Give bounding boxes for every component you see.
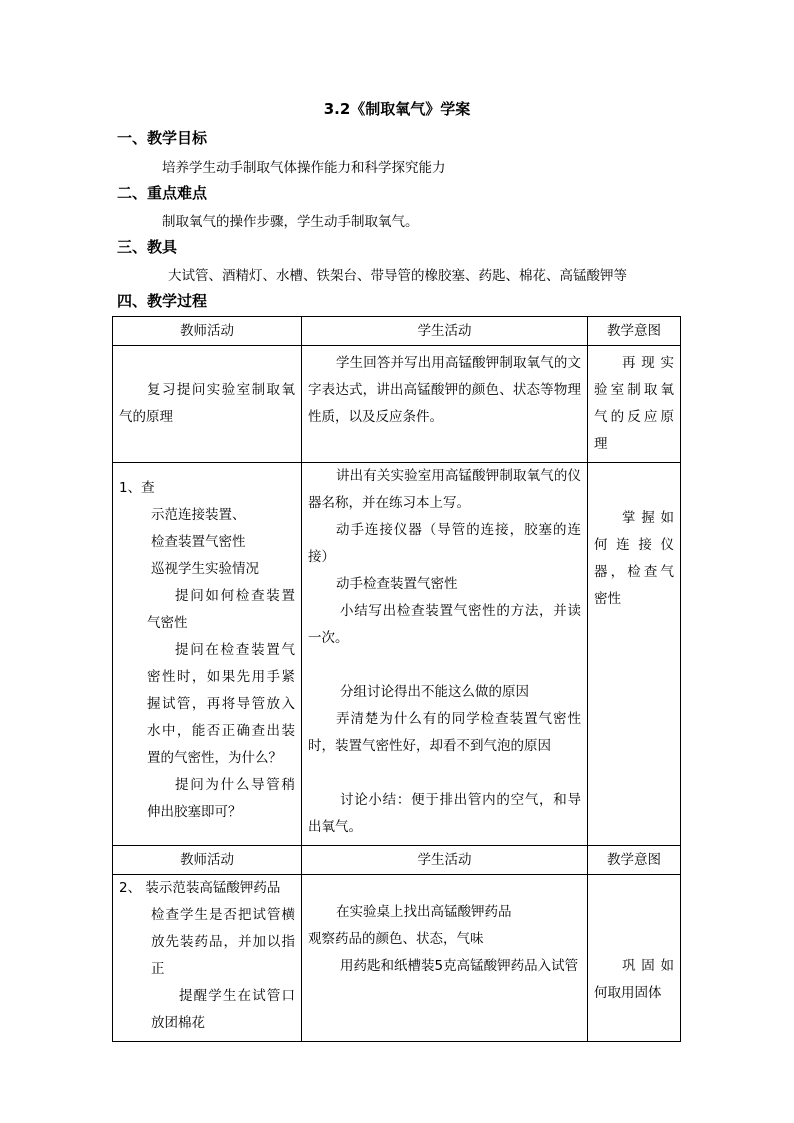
- header-student: 学生活动: [302, 317, 588, 346]
- section-heading-process: 四、教学过程: [117, 292, 208, 310]
- row2-teacher-line: 提问为什么导管稍伸出胶塞即可？: [147, 777, 295, 820]
- row1-student: 学生回答并写出用高锰酸钾制取氧气的文字表达式，讲出高锰酸钾的颜色、状态等物理性质，以及反应条件。: [308, 355, 581, 425]
- header-teacher: 教师活动: [113, 846, 302, 875]
- row2-teacher-line: 提问在检查装置气密性时，如果先用手紧握试管，再将导管放入水中，能否正确查出装置的气密性，为什么？: [147, 642, 295, 766]
- objectives-text: 培养学生动手制取气体操作能力和科学探究能力: [162, 160, 446, 176]
- page-title: 3.2《制取氧气》学案: [323, 100, 471, 118]
- row2-intent: 掌握如何连接仪器，检查气密性: [594, 510, 674, 607]
- row3-student-line: 在实验桌上找出高锰酸钾药品: [336, 904, 512, 920]
- header-intent: 教学意图: [588, 317, 681, 346]
- row3-teacher-line: 提醒学生在试管口放团棉花: [151, 988, 295, 1031]
- section-heading-key-points: 二、重点难点: [117, 184, 208, 202]
- key-points-text: 制取氧气的操作步骤，学生动手制取氧气。: [162, 214, 419, 230]
- header-intent: 教学意图: [588, 846, 681, 875]
- process-table: [112, 316, 681, 1042]
- section-heading-materials: 三、教具: [117, 238, 178, 256]
- table-row: [113, 875, 681, 1042]
- row1-teacher: 复习提问实验室制取氧气的原理: [119, 382, 295, 425]
- row2-teacher-line: 检查装置气密性: [151, 534, 246, 550]
- header-teacher: 教师活动: [113, 317, 302, 346]
- row3-student-line: 观察药品的颜色、状态，气味: [308, 931, 484, 947]
- table-row: [113, 346, 681, 463]
- table-row: [113, 463, 681, 846]
- row2-teacher-num: 1、查: [119, 480, 155, 496]
- row1-intent: 再现实验室制取氧气的反应原理: [594, 355, 674, 452]
- row2-student-line: 讲出有关实验室用高锰酸钾制取氧气的仪器名称，并在练习本上写。: [308, 468, 581, 511]
- row3-teacher-line: 检查学生是否把试管横放先装药品，并加以指正: [151, 907, 295, 977]
- row3-teacher-line: 2、 装示范装高锰酸钾药品: [119, 880, 281, 896]
- materials-text: 大试管、酒精灯、水槽、铁架台、带导管的橡胶塞、药匙、棉花、高锰酸钾等: [168, 268, 627, 284]
- table-header-row: [113, 846, 681, 875]
- row2-student-line: 小结写出检查装置气密性的方法，并读一次。: [308, 603, 581, 646]
- row2-teacher-line: 示范连接装置、: [151, 507, 246, 523]
- header-student: 学生活动: [302, 846, 588, 875]
- row2-teacher-line: 提问如何检查装置气密性: [147, 588, 295, 631]
- row3-student-line: 用药匙和纸槽装5克高锰酸钾药品入试管: [340, 958, 579, 974]
- row2-student-line: 弄清楚为什么有的同学检查装置气密性时，装置气密性好，却看不到气泡的原因: [308, 711, 581, 754]
- row3-intent: 巩固如何取用固体: [594, 958, 674, 1001]
- row2-student-line: 分组讨论得出不能这么做的原因: [340, 684, 529, 700]
- row2-student-line: 讨论小结：便于排出管内的空气，和导出氧气。: [308, 792, 581, 835]
- row2-student-line: 动手连接仪器（导管的连接，胶塞的连接）: [308, 522, 581, 565]
- row2-teacher-line: 巡视学生实验情况: [151, 561, 259, 577]
- table-header-row: [113, 317, 681, 346]
- section-heading-objectives: 一、教学目标: [117, 129, 208, 147]
- row2-student-line: 动手检查装置气密性: [336, 576, 458, 592]
